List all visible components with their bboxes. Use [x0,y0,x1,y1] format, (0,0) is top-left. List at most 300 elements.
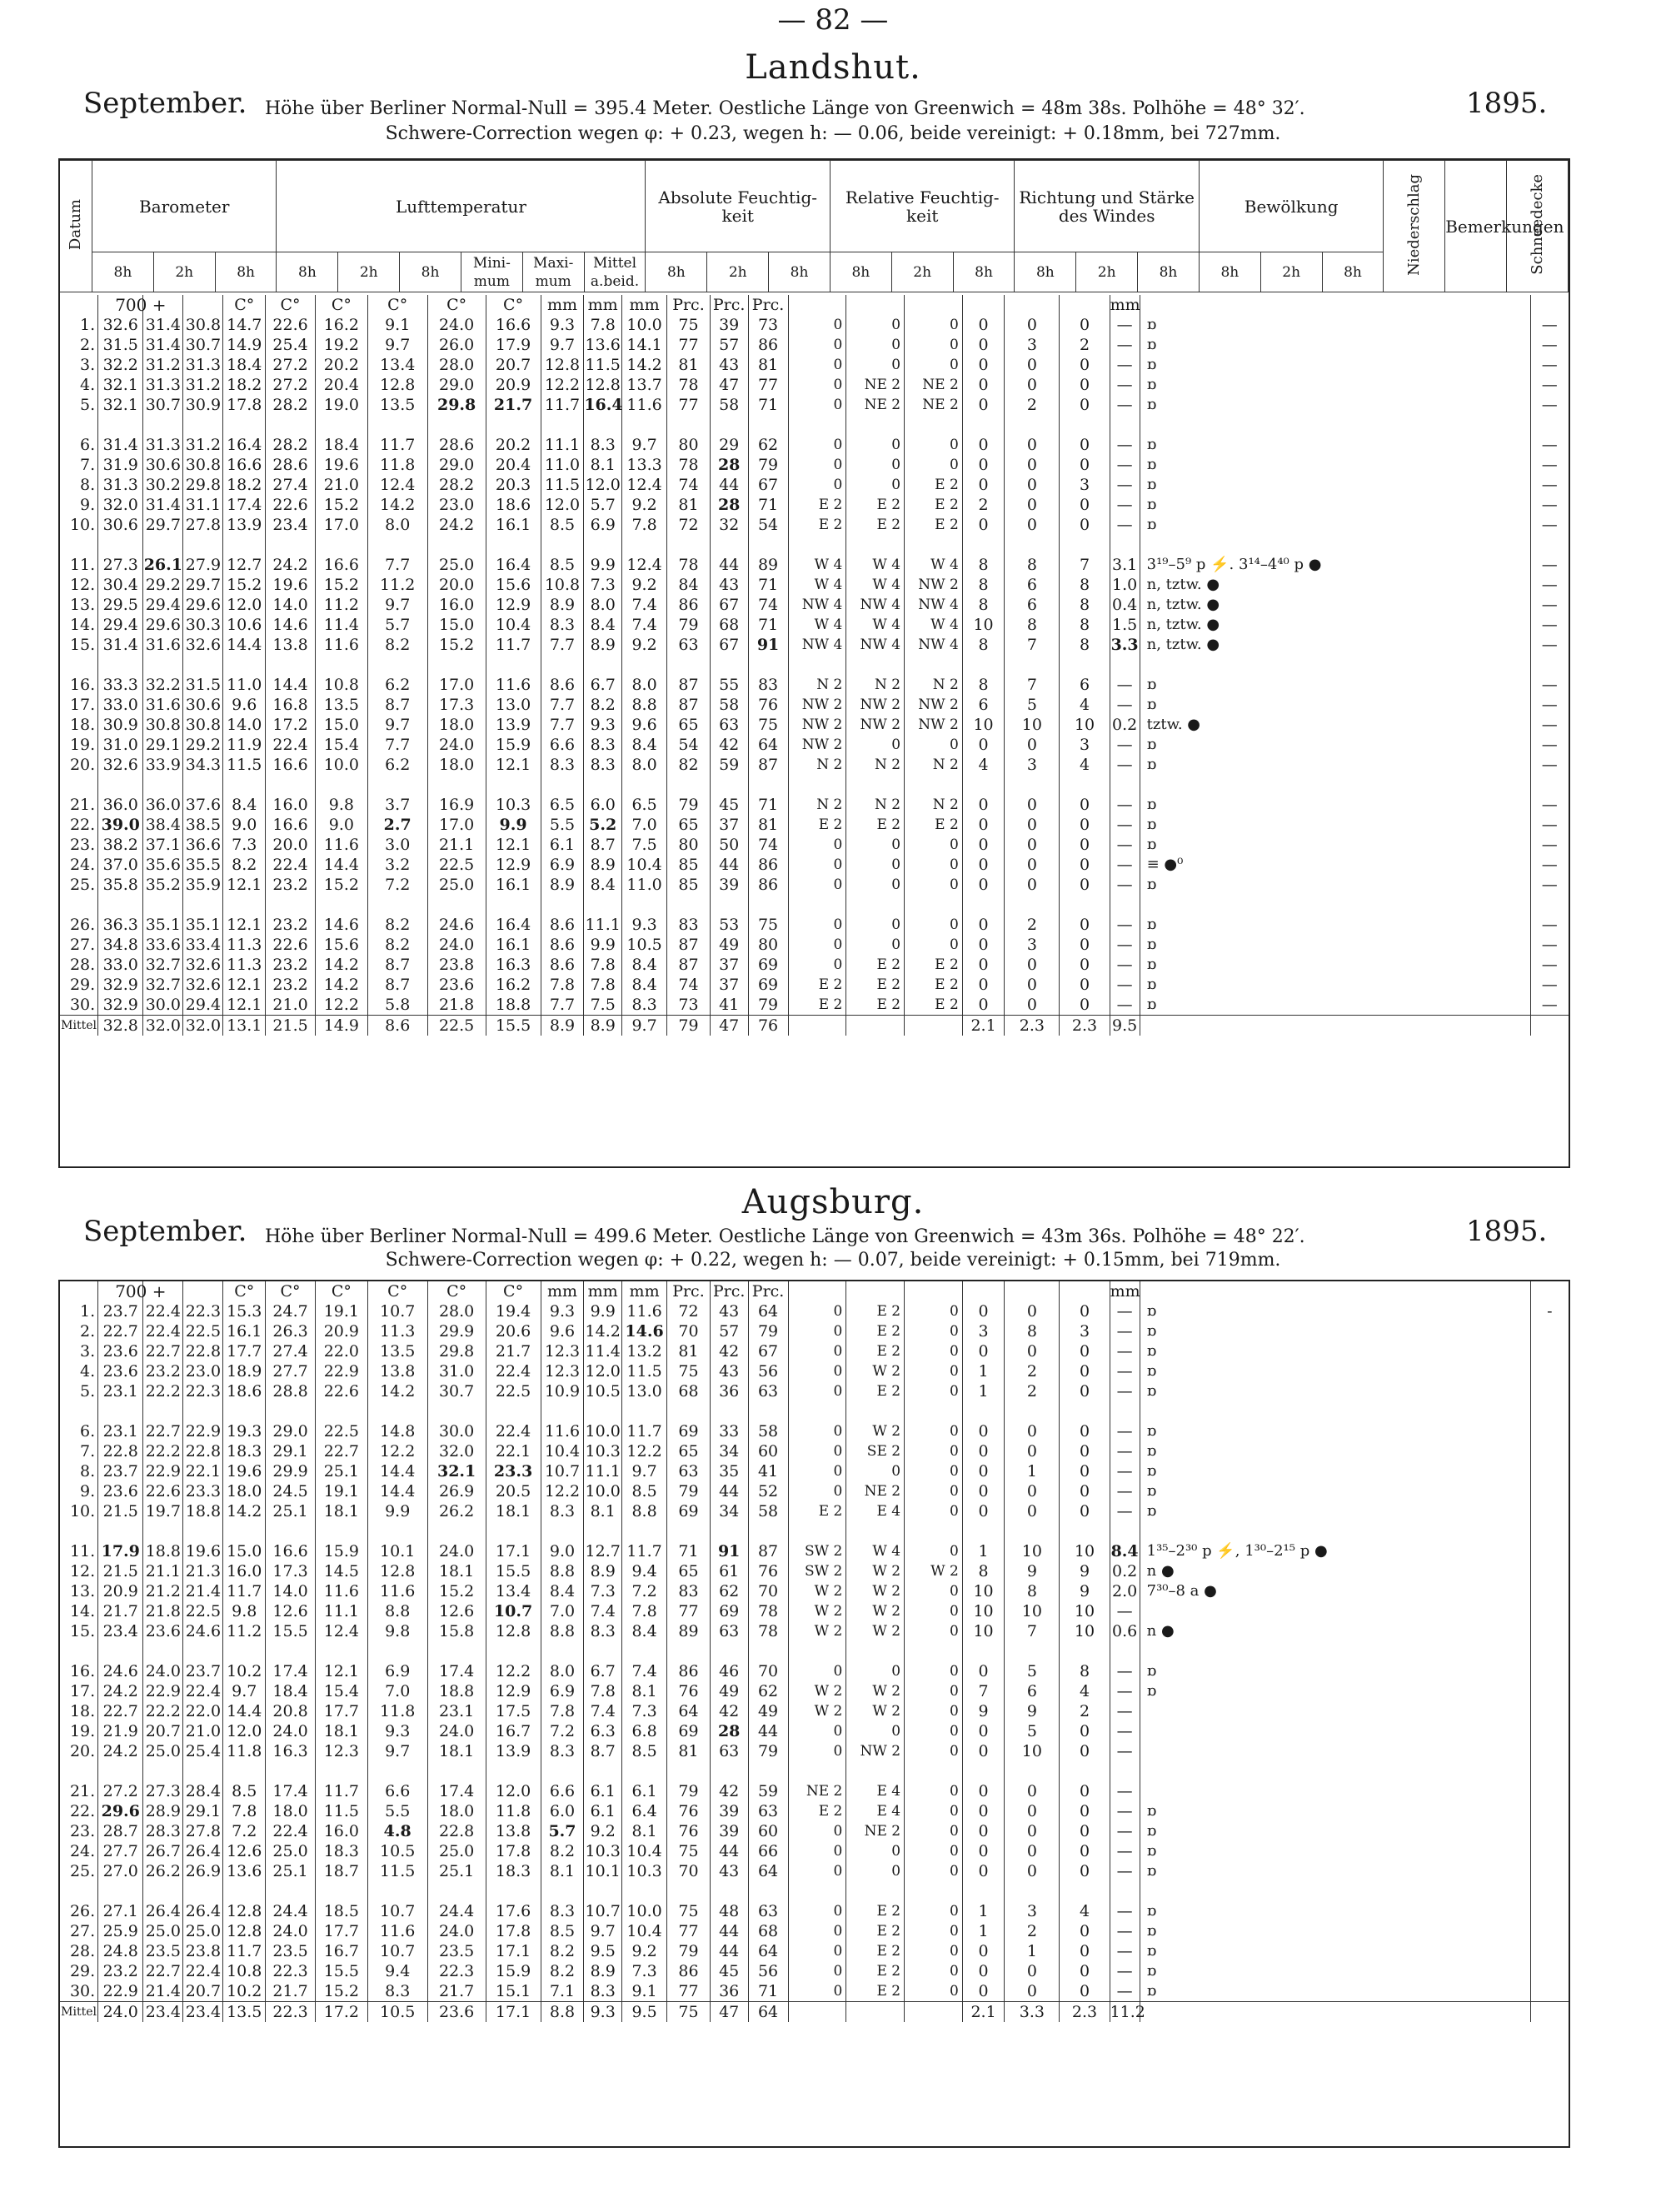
month-label: September. [83,1215,247,1248]
table-cell: 31.4 [143,315,183,335]
table-cell: 0 [1060,1301,1110,1321]
table-cell: 0 [1060,1781,1110,1801]
table-cell: 11.8 [486,1801,541,1821]
mittel-cell: 8.9 [541,1016,584,1036]
table-cell: 0 [1060,1981,1110,2002]
table-cell: 0 [1060,315,1110,335]
row-remark: ɒ [1140,1921,1530,1941]
header-rel-feuchte: Relative Feuchtig-keit [830,161,1014,252]
table-cell: 24.0 [265,1721,315,1741]
table-cell: 15.0 [316,715,368,735]
table-cell: 71 [748,615,788,635]
table-cell: 7.5 [622,835,667,855]
table-cell: 0 [962,975,1005,995]
table-cell: 10.3 [585,1442,621,1461]
table-cell: NE 2 [905,395,963,415]
table-cell: 87 [748,755,788,775]
table-cell: 0 [962,835,1005,855]
table-cell: 81 [667,495,711,515]
table-cell: 9.9 [584,555,622,575]
unit-cell [905,295,963,315]
table-cell: 71 [748,1981,788,2002]
row-date: 15. [69,1622,96,1640]
table-cell: 12.1 [486,755,541,775]
table-cell: 2 [1005,1361,1060,1381]
table-cell: 71 [748,795,788,815]
table-cell: 21.7 [486,1341,541,1361]
table-cell: 8 [1005,1321,1060,1341]
table-cell: 10.9 [541,1381,584,1401]
unit-cell: Prc. [667,1281,711,1301]
table-cell: 24.0 [427,735,486,755]
table-cell: — [1530,355,1569,375]
table-cell: 11.7 [486,635,541,655]
row-date: 1. [80,1302,96,1321]
table-cell: 21.4 [143,1981,183,2002]
table-cell: 25.1 [316,1461,368,1481]
table-cell: 18.4 [223,355,266,375]
table-cell: 18.8 [183,1501,223,1521]
table-cell: — [1530,335,1569,355]
table-cell: 12.9 [486,855,541,875]
table-cell: 77 [667,1601,711,1621]
mittel-cell: 14.9 [316,1016,368,1036]
table-cell: 22.4 [183,1681,223,1701]
table-cell: — [1110,835,1140,855]
table-cell: 9 [1005,1561,1060,1581]
table-cell: — [1110,695,1140,715]
table-cell: 1.0 [1110,575,1140,595]
table-cell: 13.0 [486,695,541,715]
table-cell: NW 4 [905,635,963,655]
table-cell: 0 [788,1321,846,1341]
table-cell [1530,1341,1569,1361]
table-cell: 42 [710,1341,748,1361]
table-row [60,755,1569,775]
table-cell: 22.2 [143,1441,183,1461]
table-cell: 14.4 [367,1461,427,1481]
table-cell: 28.4 [183,1781,223,1801]
table-cell: 7.1 [541,1981,584,2002]
mittel-cell: 75 [667,2002,711,2023]
table-cell: — [1110,1921,1140,1941]
row-date: 6. [80,436,96,454]
table-cell: 2 [962,495,1005,515]
table-cell: 0 [788,855,846,875]
table-cell: 17.9 [486,335,541,355]
table-cell: 86 [748,855,788,875]
table-cell: 20.6 [486,1321,541,1341]
table-cell: W 4 [788,615,846,635]
table-cell: 9.2 [622,635,667,655]
table-cell: 63 [710,715,748,735]
table-cell: 4 [1060,695,1110,715]
table-cell: 59 [748,1781,788,1801]
mittel-cell: 17.2 [316,2002,368,2023]
row-remark: ɒ [1140,355,1530,375]
row-remark: ɒ [1140,975,1530,995]
unit-cell [846,295,905,315]
row-remark: ɒ [1140,1941,1530,1961]
table-cell: E 2 [846,1301,905,1321]
table-cell: 29.9 [265,1461,315,1481]
table-cell: 2.7 [367,815,427,835]
table-cell: 12.0 [585,1362,621,1381]
table-cell [1530,1741,1569,1761]
table-cell: 0 [905,1341,963,1361]
row-date: 4. [80,1362,96,1381]
table-cell: — [1110,935,1140,955]
table-cell: 16.6 [265,755,315,775]
table-cell: 0 [1060,395,1110,415]
table-cell: 75 [748,915,788,935]
table-cell [1530,1541,1569,1561]
table-cell: — [1110,995,1140,1016]
data-table [60,295,1569,1036]
row-date: 3. [80,1342,96,1361]
subheader-cell: 8h [769,252,831,292]
table-cell: 0 [905,1601,963,1621]
table-cell: 18.0 [427,1801,486,1821]
mittel-cell [846,2002,905,2023]
table-cell: 22.3 [427,1961,486,1981]
table-cell: 5.5 [367,1801,427,1821]
table-cell: 15.2 [427,635,486,655]
table-cell: — [1530,715,1569,735]
row-remark: ɒ [1140,455,1530,475]
table-cell: 0 [846,1661,905,1681]
table-cell: 29.1 [183,1801,223,1821]
table-cell: 11.6 [622,1301,667,1321]
table-cell: 42 [710,1781,748,1801]
table-cell: 6.8 [622,1721,667,1741]
table-cell: 79 [667,795,711,815]
table-cell: 9.7 [541,335,584,355]
table-cell: 54 [748,515,788,535]
table-cell: 31.2 [183,435,223,455]
table-cell: 79 [748,1741,788,1761]
table-cell: N 2 [905,755,963,775]
table-cell: 0 [962,1721,1005,1741]
table-cell: 17.0 [427,815,486,835]
table-cell: NW 2 [788,715,846,735]
row-date: 14. [69,1602,96,1620]
table-cell: 10.1 [367,1541,427,1561]
table-cell: 86 [667,595,711,615]
table-cell: 0 [905,1621,963,1641]
table-cell: 0 [905,1701,963,1721]
table-cell: 30.7 [427,1381,486,1401]
mittel-cell: 11.2 [1110,2003,1145,2021]
table-cell: 7.3 [622,1961,667,1981]
table-cell: 17.2 [265,715,315,735]
unit-cell [788,1281,846,1301]
table-cell: 8 [962,675,1005,695]
table-header [60,160,1569,292]
row-date: 3. [80,356,96,374]
table-cell: 8.5 [622,1741,667,1761]
table-cell: 31.6 [143,635,183,655]
table-cell: 0 [962,1981,1005,2002]
table-cell: 8.9 [541,875,584,895]
table-cell: 37 [710,815,748,835]
table-cell: — [1110,1321,1140,1341]
table-cell: 14.9 [223,335,266,355]
table-cell: — [1530,375,1569,395]
table-row [60,935,1569,955]
table-cell: N 2 [788,675,846,695]
table-cell: 64 [748,735,788,755]
table-cell: 44 [748,1721,788,1741]
table-row [60,1721,1569,1741]
table-cell: 8.3 [541,615,584,635]
table-cell: 7.8 [584,975,622,995]
table-cell: 8.3 [584,1621,622,1641]
row-date: 24. [69,856,96,874]
table-cell: 9.8 [316,795,368,815]
table-cell: 72 [667,515,711,535]
table-cell: 17.6 [486,1901,541,1921]
table-cell: 4 [1060,755,1110,775]
table-cell: 23.6 [98,1341,143,1361]
table-cell: 0 [788,1301,846,1321]
table-cell: 7.5 [584,995,622,1016]
table-cell: 31.5 [183,675,223,695]
table-cell: — [1530,435,1569,455]
table-cell: 0 [1005,875,1060,895]
table-cell [1530,1921,1569,1941]
table-cell: 68 [667,1381,711,1401]
table-cell: E 2 [788,515,846,535]
table-cell: 6.1 [541,835,584,855]
table-cell: 7.8 [622,1601,667,1621]
table-cell: 25.4 [265,335,315,355]
table-cell: 2 [1005,1921,1060,1941]
row-remark: ɒ [1140,435,1530,455]
table-cell: 30.3 [183,615,223,635]
table-cell: 6.9 [584,515,622,535]
table-cell: 10.8 [316,675,368,695]
table-cell: 11.7 [316,1781,368,1801]
table-cell: W 2 [905,1561,963,1581]
table-cell: 12.4 [622,475,667,495]
table-cell: 12.2 [622,1441,667,1461]
table-cell: 9.7 [223,1681,266,1701]
table-cell: N 2 [788,755,846,775]
unit-cell: Prc. [748,295,788,315]
table-cell: 27.8 [183,515,223,535]
table-row [60,475,1569,495]
table-cell: 33.0 [98,955,143,975]
table-cell: — [1110,1801,1140,1821]
mittel-cell: 8.6 [367,1016,427,1036]
table-cell: 12.3 [316,1741,368,1761]
table-cell: 22.5 [316,1421,368,1441]
table-cell: 8 [962,1561,1005,1581]
mittel-cell: 23.6 [427,2002,486,2023]
table-cell: 0 [788,835,846,855]
table-cell: 36.3 [98,915,143,935]
table-cell: 0 [1060,855,1110,875]
table-cell: 5.7 [367,615,427,635]
table-cell: NE 2 [905,375,963,395]
table-cell: 6.0 [584,795,622,815]
subheader-cell: 2h [707,252,769,292]
table-cell: 3 [1060,735,1110,755]
table-cell: NE 2 [846,395,905,415]
table-row [60,315,1569,335]
table-cell: 10.3 [486,795,541,815]
table-cell: 37 [710,975,748,995]
table-cell: 22.0 [183,1701,223,1721]
table-cell: — [1530,595,1569,615]
table-cell: 7.2 [367,875,427,895]
table-cell: 39 [710,875,748,895]
table-cell: 25.0 [427,555,486,575]
table-row [60,1421,1569,1441]
unit-cell: Prc. [710,295,748,315]
table-cell: 0 [1060,495,1110,515]
table-cell: 30.8 [143,715,183,735]
table-cell: — [1530,855,1569,875]
table-cell: 28.7 [98,1821,143,1841]
table-cell: 10.8 [223,1961,266,1981]
table-cell: 26.3 [265,1321,315,1341]
table-cell: 0 [962,375,1005,395]
table-cell: 25.0 [427,1841,486,1861]
table-cell: 36.6 [183,835,223,855]
table-cell: 14.0 [265,1581,315,1601]
table-cell: 13.8 [265,635,315,655]
mittel-cell: 21.5 [265,1016,315,1036]
table-cell: 5.2 [584,815,622,835]
table-cell: — [1530,935,1569,955]
table-cell: E 2 [846,1941,905,1961]
table-cell: NE 2 [788,1781,846,1801]
table-cell: 30.6 [143,455,183,475]
table-cell: 70 [667,1861,711,1881]
table-cell: 36.0 [98,795,143,815]
unit-cell [1140,295,1530,315]
row-date: 15. [69,636,96,654]
table-cell: 57 [710,335,748,355]
table-cell: 0 [905,855,963,875]
mittel-cell: 13.5 [223,2002,266,2023]
table-cell: 0 [1060,1841,1110,1861]
table-cell: 12.1 [316,1661,368,1681]
table-cell: 12.6 [223,1841,266,1861]
table-cell: E 2 [905,815,963,835]
table-cell: 30.6 [183,695,223,715]
table-cell: 0 [962,995,1005,1016]
table-cell: 32 [710,515,748,535]
table-cell: 0 [788,335,846,355]
mittel-cell: 2.3 [1060,2002,1110,2023]
table-cell: 22.4 [143,1301,183,1321]
table-cell: 0 [962,1741,1005,1761]
table-cell: 3.2 [367,855,427,875]
table-row [60,1621,1569,1641]
table-cell: 10.6 [223,615,266,635]
table-cell: 3.7 [367,795,427,815]
table-cell: 21.3 [183,1561,223,1581]
table-cell: 9.7 [584,1921,622,1941]
table-cell: 38.5 [183,815,223,835]
table-cell: 62 [748,435,788,455]
table-cell: 27.3 [143,1781,183,1801]
table-cell: 0 [788,875,846,895]
table-cell: 20.9 [98,1581,143,1601]
table-cell: 0 [1005,735,1060,755]
table-cell: E 2 [905,975,963,995]
table-cell: 8 [1060,1661,1110,1681]
table-row [60,1441,1569,1461]
table-cell: 0 [846,455,905,475]
table-row [60,795,1569,815]
table-cell: 73 [667,995,711,1016]
table-cell [1530,1581,1569,1601]
subheader-cell: 8h [277,252,338,292]
table-cell: 20.7 [183,1981,223,2002]
table-cell: 76 [667,1801,711,1821]
table-cell: 17.4 [265,1661,315,1681]
row-date: 19. [69,1722,96,1740]
table-cell [1530,1561,1569,1581]
unit-cell: 700 + [98,1281,143,1301]
row-date: 26. [69,916,96,934]
table-cell: 29.6 [143,615,183,635]
table-cell: — [1530,735,1569,755]
table-cell: 16.1 [486,875,541,895]
table-cell: 29.2 [143,575,183,595]
table-cell: 13.2 [622,1341,667,1361]
table-cell: 8.9 [541,595,584,615]
table-cell: 79 [667,615,711,635]
table-cell: 13.4 [486,1581,541,1601]
table-cell: 81 [748,815,788,835]
table-cell: 16.4 [223,435,266,455]
row-remark [1140,1601,1530,1621]
table-cell: 2 [1005,395,1060,415]
table-cell: 31.2 [183,375,223,395]
table-cell: 0 [788,915,846,935]
table-cell: 78 [667,555,711,575]
table-cell: 8.2 [367,915,427,935]
table-cell: 17.3 [427,695,486,715]
unit-cell [183,1281,223,1301]
table-cell: 16.3 [486,955,541,975]
table-cell: 77 [667,1981,711,2002]
table-cell: — [1530,635,1569,655]
row-remark [1140,1701,1530,1721]
row-remark: ɒ [1140,755,1530,775]
table-cell: 8.2 [541,1961,584,1981]
table-cell: 23.7 [98,1461,143,1481]
table-cell: 23.6 [143,1621,183,1641]
table-cell: 44 [710,855,748,875]
station-meta-line1: Höhe über Berliner Normal-Null = 395.4 Meter. Oestliche Länge von Greenwich = 48m 38s. Polhöhe = 48° 32′. [265,98,1305,119]
table-cell: 17.0 [316,515,368,535]
row-remark: ≡ ●⁰ [1140,855,1530,875]
table-cell: W 2 [846,1581,905,1601]
table-cell [1530,1601,1569,1621]
table-cell: 17.8 [486,1841,541,1861]
table-cell: 12.9 [486,1681,541,1701]
table-cell: 25.0 [265,1841,315,1861]
table-cell: 0 [962,915,1005,935]
table-cell: 0 [788,1661,846,1681]
table-cell: 0 [788,1361,846,1381]
